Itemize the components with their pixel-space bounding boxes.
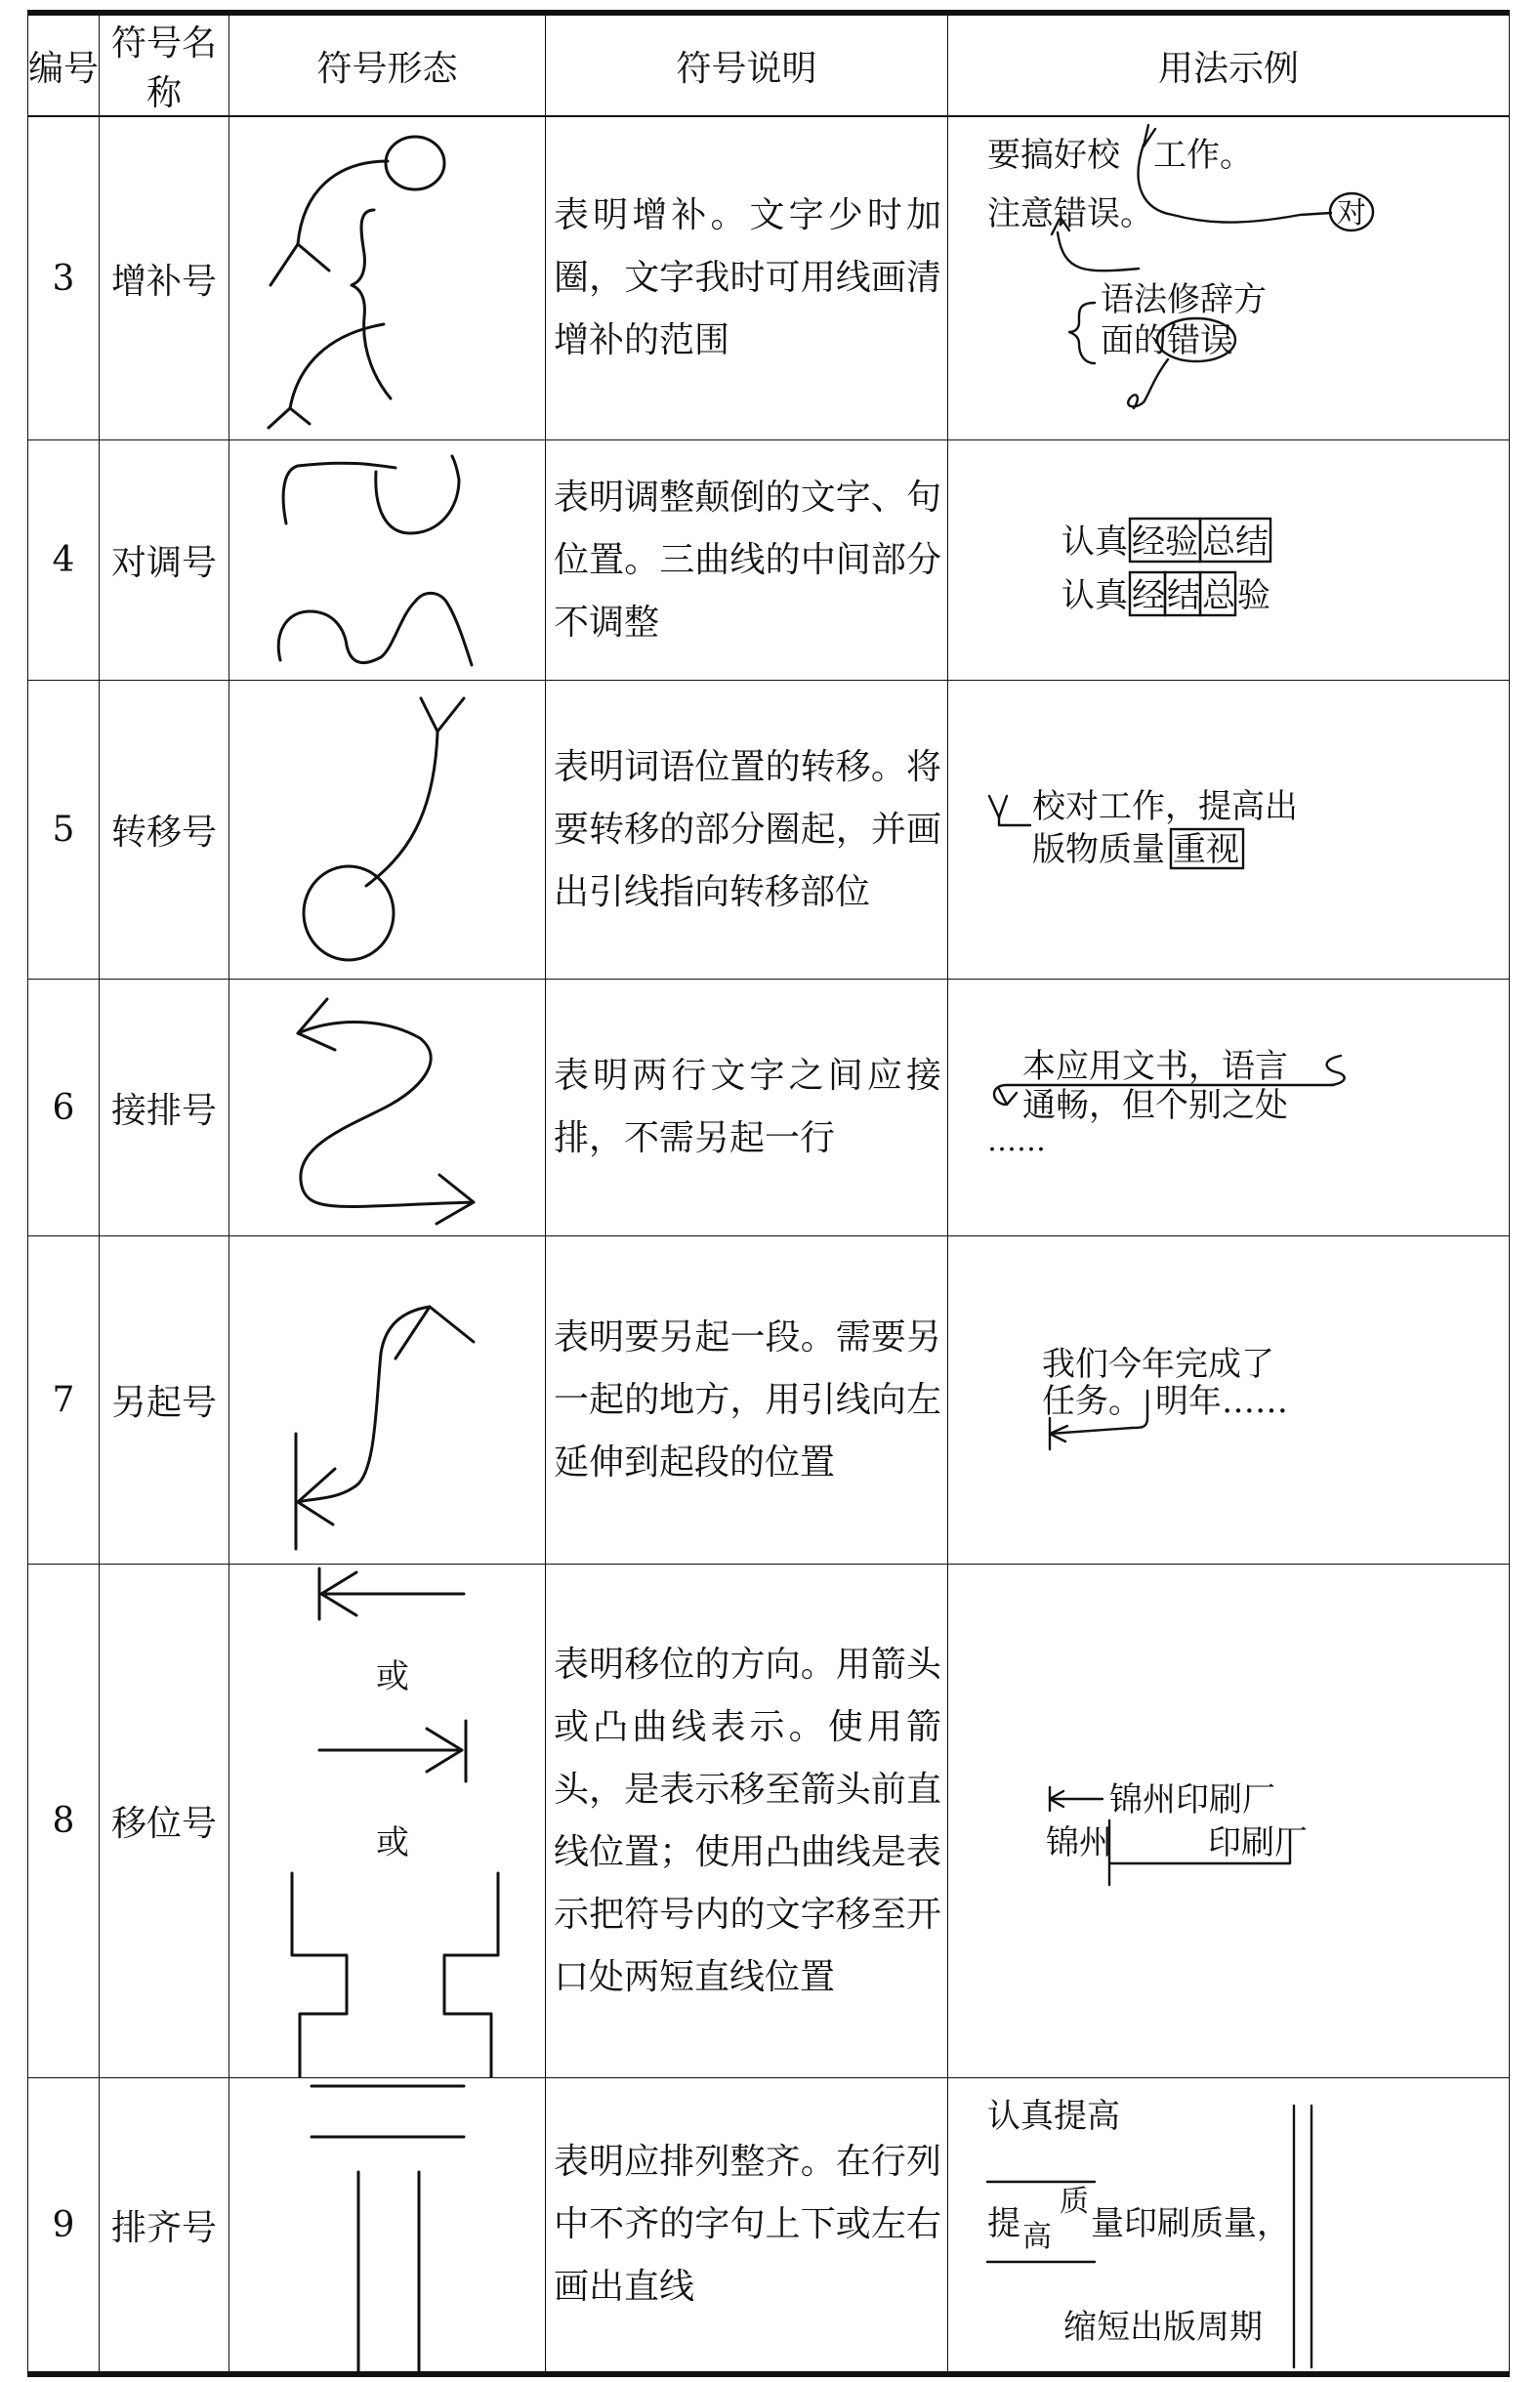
example-text: 缩短出版周期 bbox=[1063, 2308, 1263, 2347]
table-row bbox=[28, 440, 1510, 681]
example-text: 总结 bbox=[1202, 522, 1269, 562]
example-text: 认真 bbox=[1061, 522, 1128, 562]
usage-example bbox=[948, 2078, 1510, 2375]
table-row bbox=[28, 681, 1510, 980]
example-text: 通畅，但个别之处 bbox=[1022, 1086, 1288, 1125]
symbol-name: 接排号 bbox=[100, 980, 229, 1236]
symbol-name: 另起号 bbox=[100, 1236, 229, 1565]
example-drawing bbox=[948, 117, 1510, 439]
symbol-description: 表明两行文字之间应接排，不需另起一行 bbox=[546, 980, 948, 1236]
symbol-description: 表明应排列整齐。在行列中不齐的字句上下或左右画出直线 bbox=[546, 2078, 948, 2375]
symbol-name: 转移号 bbox=[100, 681, 229, 980]
row-number: 3 bbox=[28, 116, 100, 440]
symbol-shape bbox=[229, 1565, 546, 2078]
or-label: 或 bbox=[376, 1657, 409, 1696]
symbol-name: 移位号 bbox=[100, 1565, 229, 2078]
example-text: 认真 bbox=[1061, 576, 1128, 615]
usage-example bbox=[948, 1236, 1510, 1565]
example-drawing bbox=[948, 980, 1510, 1235]
example-text: 版物质量 bbox=[1032, 830, 1165, 869]
row-number: 6 bbox=[28, 980, 100, 1236]
example-text: 明年…… bbox=[1155, 1382, 1288, 1421]
table-row bbox=[28, 1236, 1510, 1565]
example-text: 错误 bbox=[1167, 321, 1233, 360]
or-label: 或 bbox=[376, 1823, 409, 1862]
table-row bbox=[28, 1565, 1510, 2078]
example-text: 认真提高 bbox=[987, 2097, 1120, 2136]
row-number: 9 bbox=[28, 2078, 100, 2375]
join-lines-mark-icon bbox=[229, 980, 546, 1235]
usage-example bbox=[948, 980, 1510, 1236]
proofreading-symbols-table bbox=[27, 10, 1510, 2377]
row-number: 8 bbox=[28, 1565, 100, 2078]
example-text: 工作。 bbox=[1153, 136, 1253, 175]
symbol-description: 表明增补。文字少时加圈，文字我时可用线画清增补的范围 bbox=[546, 116, 948, 440]
symbol-description: 表明词语位置的转移。将要转移的部分圈起，并画出引线指向转移部位 bbox=[546, 681, 948, 980]
symbol-shape bbox=[229, 1236, 546, 1565]
example-text: 质 bbox=[1060, 2185, 1089, 2219]
example-text: 面的 bbox=[1101, 321, 1167, 360]
example-text: 校对工作，提高出 bbox=[1032, 787, 1298, 826]
header-shape: 符号形态 bbox=[229, 13, 546, 116]
row-number: 4 bbox=[28, 440, 100, 681]
header-number: 编号 bbox=[28, 13, 100, 116]
example-drawing bbox=[948, 1565, 1510, 2077]
example-text: 语法修辞方 bbox=[1101, 280, 1267, 319]
header-name: 符号名称 bbox=[100, 13, 229, 116]
row-number: 7 bbox=[28, 1236, 100, 1565]
symbol-name: 对调号 bbox=[100, 440, 229, 681]
table-row bbox=[28, 2078, 1510, 2375]
example-text: 经 bbox=[1132, 576, 1165, 615]
example-text: 锦州 bbox=[1046, 1823, 1112, 1862]
example-drawing bbox=[948, 2078, 1510, 2371]
example-text: 提 bbox=[987, 2204, 1020, 2243]
symbol-shape bbox=[229, 116, 546, 440]
table-row bbox=[28, 116, 1510, 440]
example-text: …… bbox=[987, 1124, 1046, 1158]
example-text: 对 bbox=[1337, 196, 1366, 230]
header-desc: 符号说明 bbox=[546, 13, 948, 116]
example-text: 量印刷质量， bbox=[1091, 2204, 1290, 2243]
symbol-description: 表明调整颠倒的文字、句位置。三曲线的中间部分不调整 bbox=[546, 440, 948, 681]
example-drawing bbox=[948, 440, 1510, 680]
symbol-shape bbox=[229, 2078, 546, 2375]
example-text: 总 bbox=[1202, 576, 1235, 615]
example-drawing bbox=[948, 681, 1510, 979]
example-text: 要搞好校 bbox=[987, 136, 1120, 175]
symbol-name: 增补号 bbox=[100, 116, 229, 440]
symbol-name: 排齐号 bbox=[100, 2078, 229, 2375]
usage-example bbox=[948, 681, 1510, 980]
header-row bbox=[28, 13, 1510, 116]
header-example: 用法示例 bbox=[948, 13, 1510, 116]
symbol-shape bbox=[229, 980, 546, 1236]
example-text: 经验 bbox=[1132, 522, 1198, 562]
example-text: 锦州印刷厂 bbox=[1109, 1780, 1275, 1819]
example-text: 任务。 bbox=[1042, 1382, 1142, 1421]
example-text: 重视 bbox=[1173, 830, 1239, 869]
transfer-mark-icon bbox=[229, 681, 546, 979]
transposition-mark-icon bbox=[229, 440, 546, 680]
table-row bbox=[28, 980, 1510, 1236]
symbol-shape bbox=[229, 440, 546, 681]
example-text: 验 bbox=[1237, 576, 1270, 615]
example-text: 印刷厂 bbox=[1208, 1823, 1308, 1862]
example-text: 结 bbox=[1167, 576, 1200, 615]
example-drawing bbox=[948, 1236, 1510, 1564]
example-text: 高 bbox=[1022, 2220, 1052, 2254]
example-text: 注意错误。 bbox=[987, 194, 1153, 233]
example-text: 我们今年完成了 bbox=[1042, 1345, 1274, 1384]
usage-example bbox=[948, 1565, 1510, 2078]
insertion-mark-icon bbox=[229, 117, 546, 439]
symbol-description: 表明要另起一段。需要另一起的地方，用引线向左延伸到起段的位置 bbox=[546, 1236, 948, 1565]
symbol-description: 表明移位的方向。用箭头或凸曲线表示。使用箭头，是表示移至箭头前直线位置；使用凸曲线是表示把符号内的文字移至开口处两短直线位置 bbox=[546, 1565, 948, 2078]
usage-example bbox=[948, 116, 1510, 440]
usage-example bbox=[948, 440, 1510, 681]
shift-position-mark-icon bbox=[229, 1565, 546, 2077]
example-text: 本应用文书，语言 bbox=[1022, 1047, 1288, 1086]
row-number: 5 bbox=[28, 681, 100, 980]
align-mark-icon bbox=[229, 2078, 546, 2371]
new-paragraph-mark-icon bbox=[229, 1236, 546, 1564]
symbol-shape bbox=[229, 681, 546, 980]
